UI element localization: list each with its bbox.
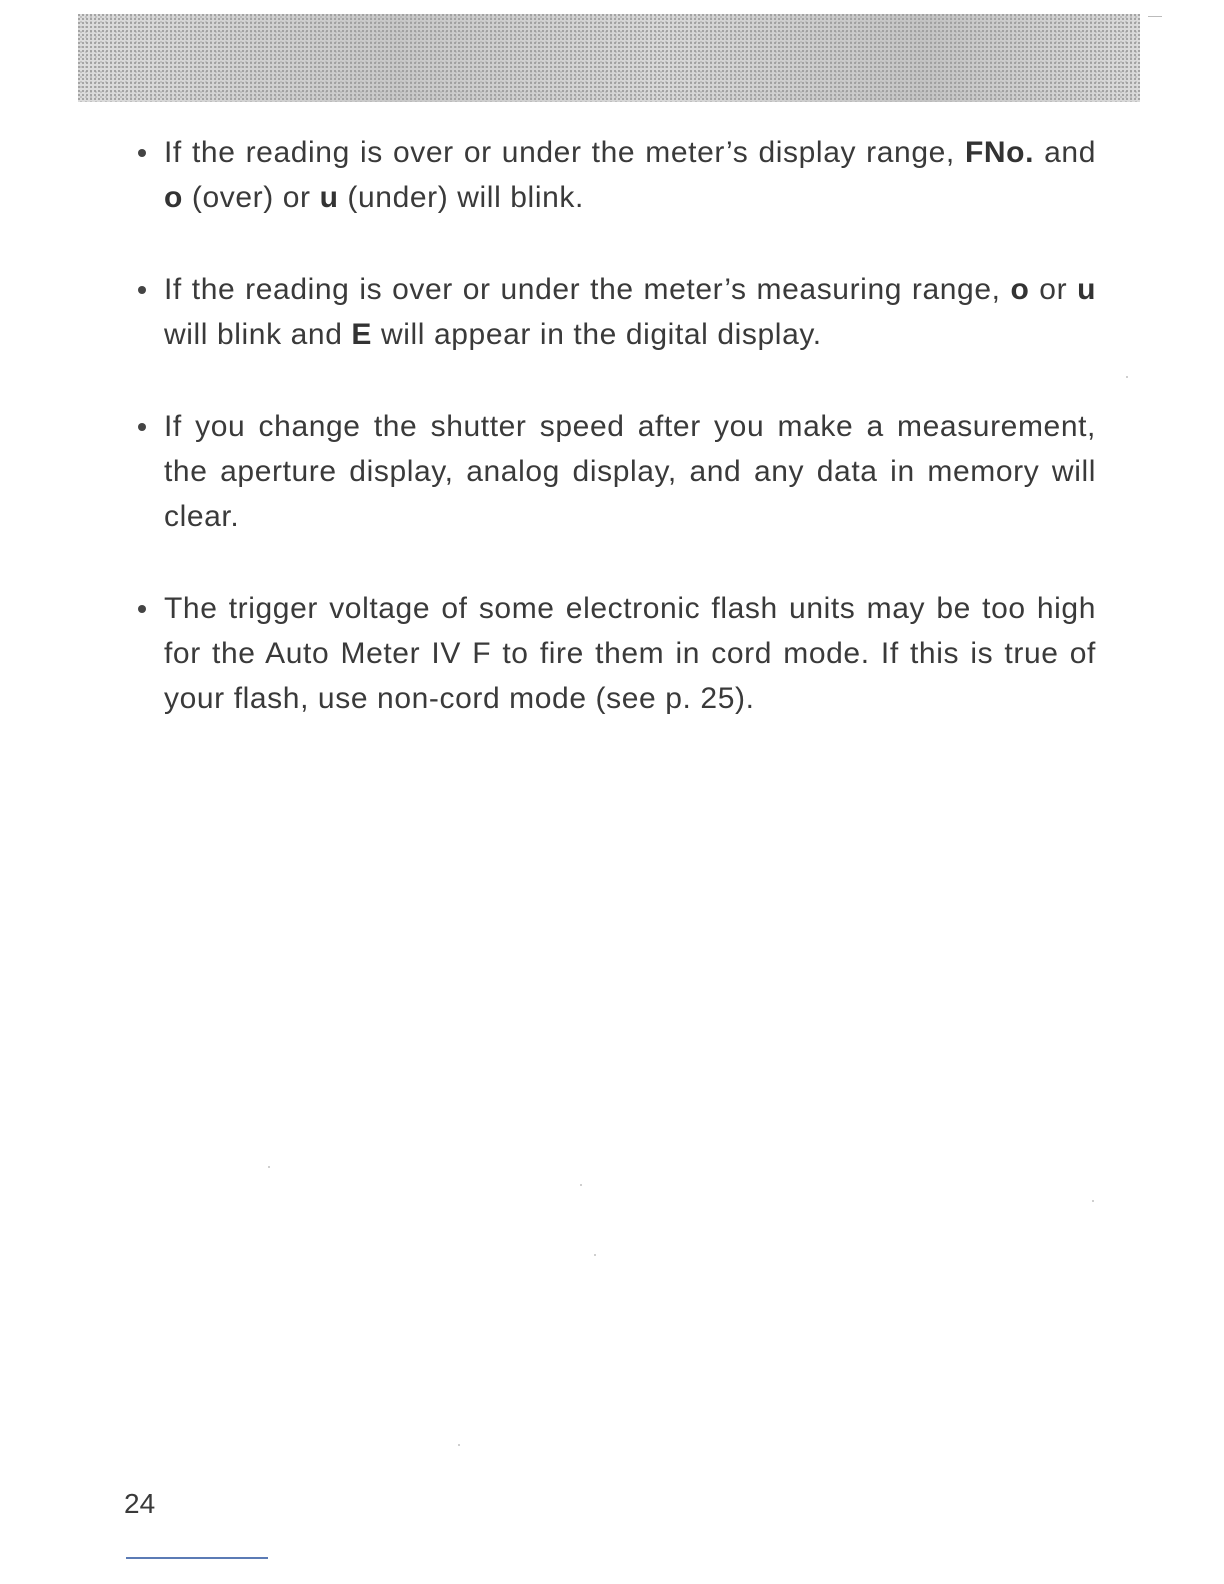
bullet-dot-icon <box>138 286 146 294</box>
bullet-text: The trigger voltage of some electronic flash units may be too high for the Auto Meter IV F to fire them in cord mode. If this is true of your flash, use non-cord mode (see p. 25). <box>164 592 1096 715</box>
bullet-text: or <box>1029 273 1078 306</box>
bullet-measuring-range <box>126 267 1096 357</box>
bullet-text: and <box>1034 136 1096 169</box>
page-number: 24 <box>124 1488 156 1519</box>
over-indicator: o <box>164 181 183 214</box>
fno-label: FNo. <box>964 136 1035 169</box>
bullet-trigger-voltage <box>126 586 1096 721</box>
bullet-text: If the reading is over or under the meter’s display range, <box>164 136 965 169</box>
bullet-text: If the reading is over or under the meter’s measuring range, <box>164 273 1011 306</box>
scan-speck <box>268 1166 270 1168</box>
under-indicator: u <box>319 181 339 214</box>
bullet-text: will blink and <box>164 318 352 351</box>
scan-speck <box>594 1254 596 1256</box>
scan-speck <box>1126 376 1128 378</box>
bullet-text: will appear in the digital display. <box>372 318 822 351</box>
bullet-display-range <box>126 130 1096 220</box>
bullet-text: (under) will blink. <box>338 181 584 214</box>
bullet-dot-icon <box>138 423 146 431</box>
scan-speck <box>580 1184 582 1186</box>
page-rule <box>126 1557 268 1559</box>
bullet-dot-icon <box>138 605 146 613</box>
bullet-list <box>126 130 1096 768</box>
header-band <box>78 14 1140 102</box>
bullet-shutter-speed <box>126 404 1096 539</box>
bullet-text: If you change the shutter speed after you make a measurement, the aperture display, analog display, and any data in memory will clear. <box>164 410 1096 533</box>
bullet-dot-icon <box>138 149 146 157</box>
under-indicator: u <box>1077 273 1097 306</box>
bullet-text: (over) or <box>182 181 320 214</box>
over-indicator: o <box>1010 273 1030 306</box>
error-indicator: E <box>351 318 373 351</box>
header-mark <box>1148 16 1162 17</box>
scan-speck <box>1092 1200 1094 1202</box>
scan-speck <box>458 1444 460 1446</box>
